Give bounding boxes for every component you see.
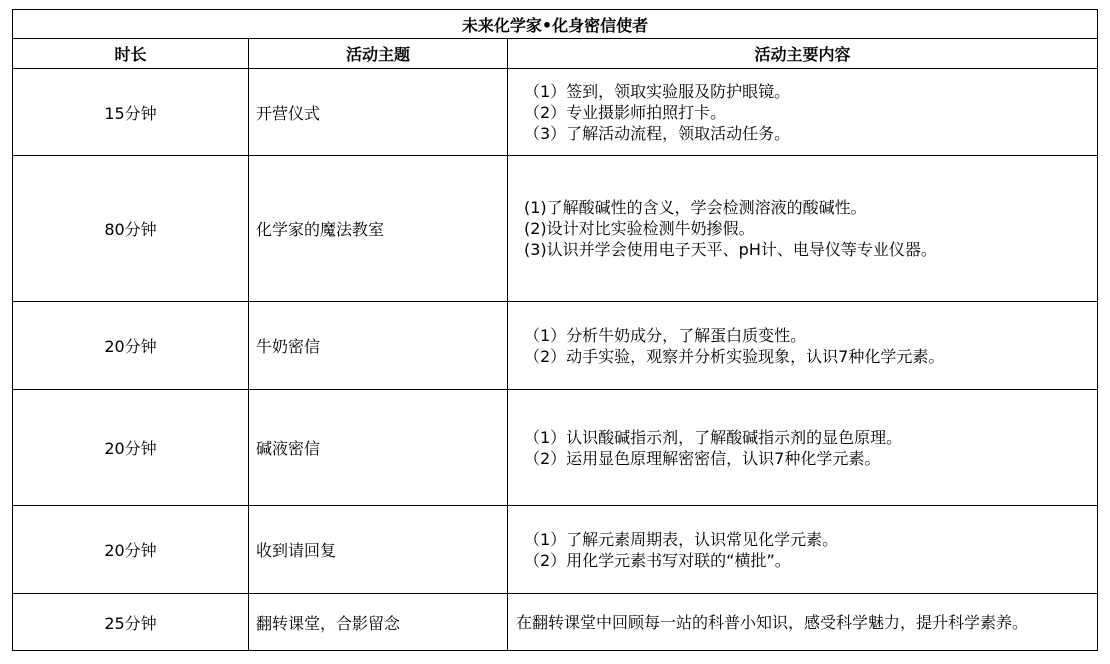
content-line: （1）了解元素周期表，认识常见化学元素。 [524, 529, 839, 549]
theme-cell: 牛奶密信 [249, 302, 508, 390]
content-line: （1）认识酸碱指示剂，了解酸碱指示剂的显色原理。 [524, 427, 903, 447]
table-row [13, 506, 1098, 594]
table-row [13, 156, 1098, 302]
content-cell [508, 506, 1098, 594]
content-line: （2）专业摄影师拍照打卡。 [524, 102, 727, 122]
table-title: 未来化学家•化身密信使者 [13, 10, 1098, 39]
header-row [13, 39, 1098, 69]
content-cell [508, 594, 1098, 651]
content-cell [508, 69, 1098, 156]
content-cell [508, 302, 1098, 390]
content-line: （1）分析牛奶成分，了解蛋白质变性。 [524, 325, 807, 345]
content-line: (2)设计对比实验检测牛奶掺假。 [524, 219, 755, 238]
content-line: （2）动手实验，观察并分析实验现象，认识7种化学元素。 [524, 346, 945, 366]
content-line: 在翻转课堂中回顾每一站的科普小知识，感受科学魅力，提升科学素养。 [516, 612, 1029, 632]
theme-cell: 翻转课堂，合影留念 [249, 594, 508, 651]
duration-cell: 80分钟 [13, 156, 249, 302]
duration-cell: 20分钟 [13, 506, 249, 594]
content-line: （2）用化学元素书写对联的“横批”。 [524, 550, 791, 570]
table-row [13, 69, 1098, 156]
table-row [13, 594, 1098, 651]
theme-cell: 收到请回复 [249, 506, 508, 594]
theme-cell: 开营仪式 [249, 69, 508, 156]
table-row [13, 390, 1098, 506]
content-line: (3)认识并学会使用电子天平、pH计、电导仪等专业仪器。 [524, 240, 937, 259]
duration-cell: 15分钟 [13, 69, 249, 156]
table-row [13, 302, 1098, 390]
title-row [13, 10, 1098, 39]
content-cell [508, 390, 1098, 506]
duration-cell: 20分钟 [13, 302, 249, 390]
header-content: 活动主要内容 [508, 39, 1098, 69]
duration-cell: 20分钟 [13, 390, 249, 506]
header-duration: 时长 [13, 39, 249, 69]
content-cell [508, 156, 1098, 302]
activity-schedule-table [12, 9, 1098, 651]
content-line: (1)了解酸碱性的含义，学会检测溶液的酸碱性。 [524, 198, 867, 217]
content-line: （2）运用显色原理解密密信，认识7种化学元素。 [524, 448, 881, 468]
header-theme: 活动主题 [249, 39, 508, 69]
theme-cell: 化学家的魔法教室 [249, 156, 508, 302]
duration-cell: 25分钟 [13, 594, 249, 651]
content-line: （1）签到，领取实验服及防护眼镜。 [524, 81, 791, 101]
theme-cell: 碱液密信 [249, 390, 508, 506]
content-line: （3）了解活动流程，领取活动任务。 [524, 123, 791, 143]
